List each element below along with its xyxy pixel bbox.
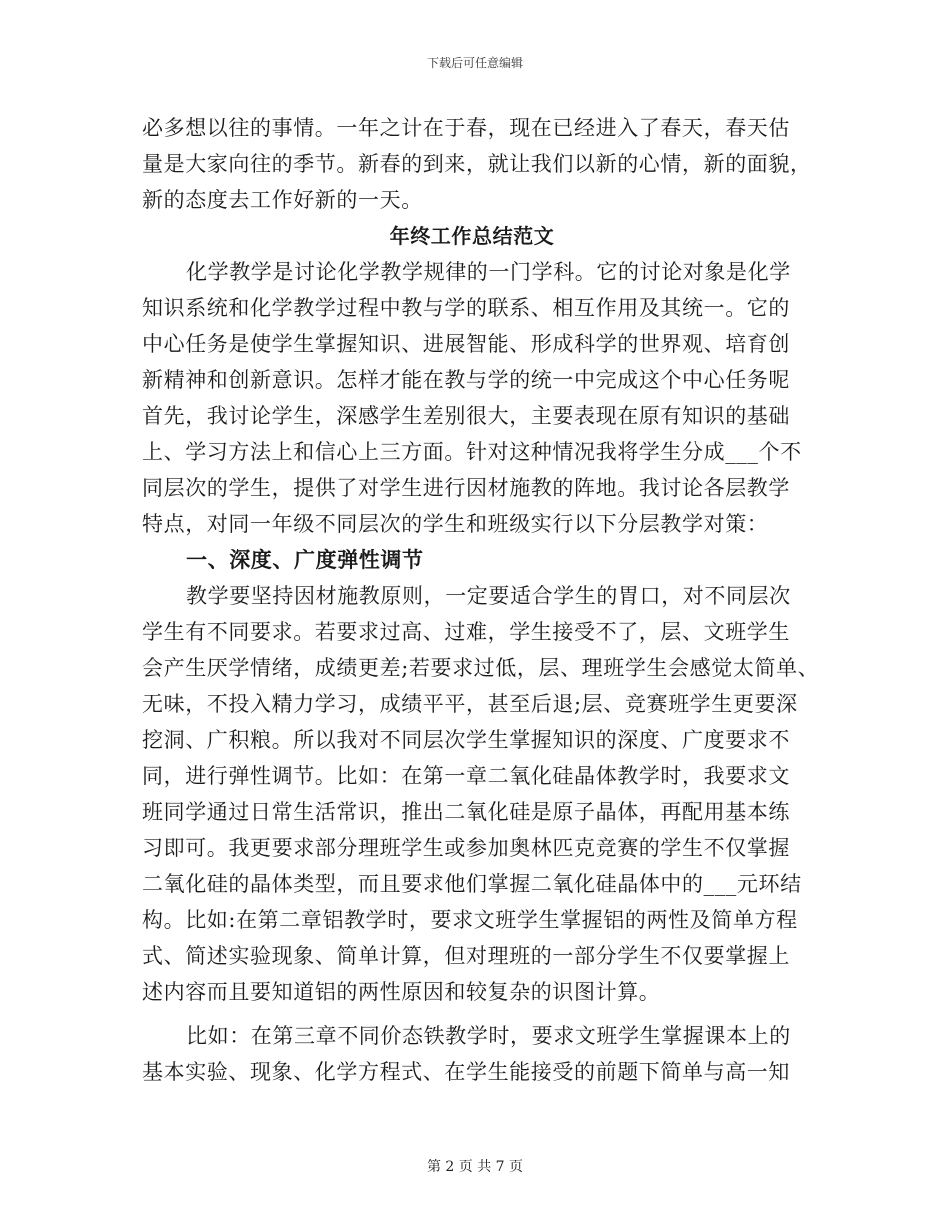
page-header: 下载后可任意编辑 <box>426 56 523 70</box>
text-line: 比如：在第三章不同价态铁教学时，要求文班学生掌握课本上的 <box>186 1024 791 1048</box>
section-heading: 一、深度、广度弹性调节 <box>186 547 424 572</box>
text-line: 同，进行弹性调节。比如：在第一章二氧化硅晶体教学时，我要求文 <box>142 764 790 788</box>
document-body <box>142 110 820 1090</box>
text-line: 无味，不投入精力学习，成绩平平，甚至后退;层、竞赛班学生更要深 <box>142 692 798 716</box>
text-line: 必多想以往的事情。一年之计在于春，现在已经进入了春天，春天估 <box>142 116 790 140</box>
document-title: 年终工作总结范文 <box>389 224 555 248</box>
text-line: 述内容而且要知道铝的两性原因和较复杂的识图计算。 <box>142 980 661 1004</box>
text-line: 同层次的学生，提供了对学生进行因材施教的阵地。我讨论各层教学 <box>142 476 790 500</box>
text-line: 量是大家向往的季节。新春的到来，就让我们以新的心情，新的面貌， <box>142 152 812 176</box>
text-line: 会产生厌学情绪，成绩更差;若要求过低，层、理班学生会感觉太简单、 <box>142 656 820 680</box>
text-line: 式、简述实验现象、简单计算，但对理班的一部分学生不仅要掌握上 <box>142 944 790 968</box>
text-line: 教学要坚持因材施教原则，一定要适合学生的胃口，对不同层次 <box>186 584 791 608</box>
text-line: 中心任务是使学生掌握知识、进展智能、形成科学的世界观、培育创 <box>142 332 790 356</box>
text-line: 构。比如:在第二章铝教学时，要求文班学生掌握铝的两性及简单方程 <box>142 908 798 932</box>
text-line: 知识系统和化学教学过程中教与学的联系、相互作用及其统一。它的 <box>142 296 790 320</box>
page-footer: 第 2 页 共 7 页 <box>426 1159 524 1175</box>
text-line: 习即可。我更要求部分理班学生或参加奥林匹克竞赛的学生不仅掌握 <box>142 836 790 860</box>
text-line: 班同学通过日常生活常识，推出二氧化硅是原子晶体，再配用基本练 <box>142 800 790 824</box>
text-line: 新精神和创新意识。怎样才能在教与学的统一中完成这个中心任务呢 <box>142 368 790 392</box>
text-line: 特点，对同一年级不同层次的学生和班级实行以下分层教学对策： <box>142 512 769 536</box>
text-line: 基本实验、现象、化学方程式、在学生能接受的前题下简单与高一知 <box>142 1060 790 1084</box>
text-line: 上、学习方法上和信心上三方面。针对这种情况我将学生分成___个不 <box>142 440 802 464</box>
text-line: 首先，我讨论学生，深感学生差别很大，主要表现在原有知识的基础 <box>142 404 790 428</box>
text-line: 挖洞、广积粮。所以我对不同层次学生掌握知识的深度、广度要求不 <box>142 728 790 752</box>
text-line: 化学教学是讨论化学教学规律的一门学科。它的讨论对象是化学 <box>186 260 791 284</box>
text-line: 新的态度去工作好新的一天。 <box>142 188 423 212</box>
text-line: 学生有不同要求。若要求过高、过难，学生接受不了，层、文班学生 <box>142 620 790 644</box>
text-line: 二氧化硅的晶体类型，而且要求他们掌握二氧化硅晶体中的___元环结 <box>142 872 802 896</box>
